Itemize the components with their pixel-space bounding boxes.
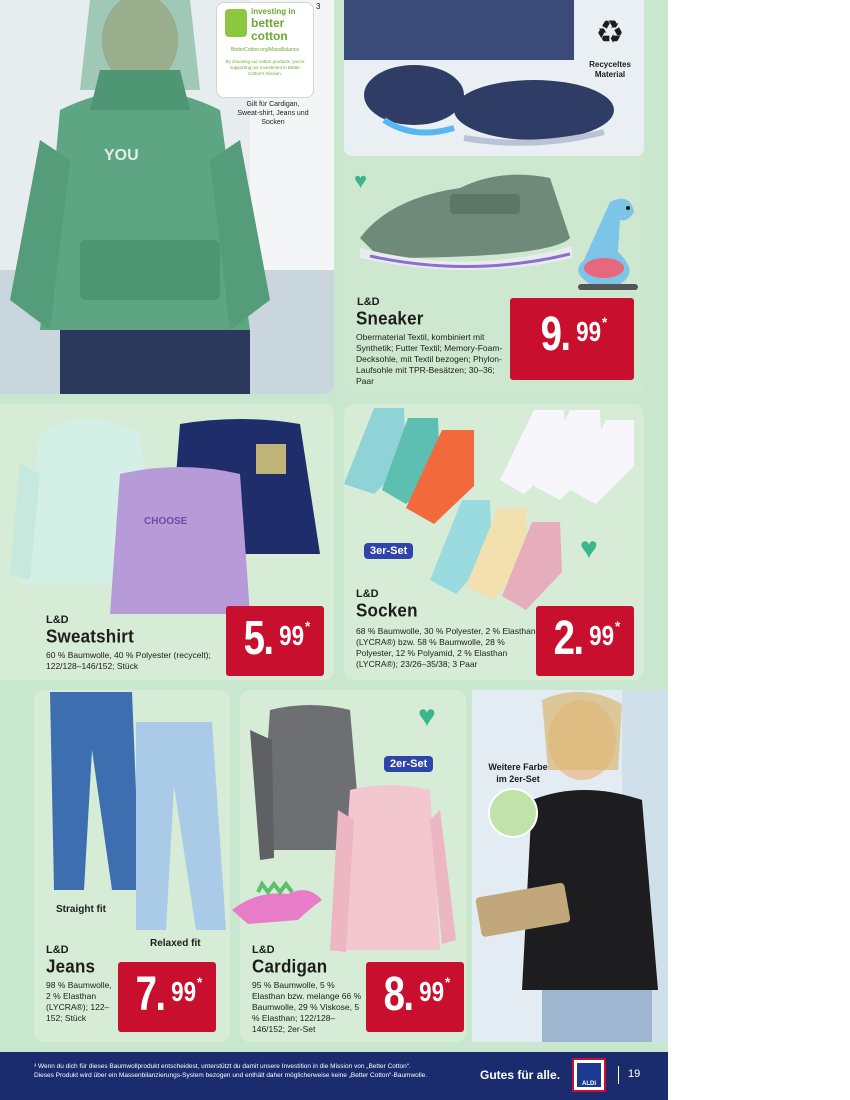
cardigan-price <box>366 962 464 1032</box>
jeans-price <box>118 962 216 1032</box>
jeans-relaxed-fit-label: Relaxed fit <box>150 938 201 949</box>
cardigan-name: Cardigan <box>252 956 328 977</box>
jeans-brand: L&D <box>46 944 69 956</box>
socks-set-badge: 3er-Set <box>364 543 413 559</box>
recycle-icon: ♻ <box>595 14 625 50</box>
footer-footnote-line2: Dieses Produkt wird über ein Massenbilanzierungs-System bezogen und enthält daher möglicherweise keine „Better Cotton“-Baumwolle. <box>34 1072 428 1079</box>
footer-separator <box>618 1066 619 1084</box>
jeans-price-euro: 7. <box>135 968 165 1021</box>
page-number: 19 <box>628 1068 641 1080</box>
heart-icon-socks: ♥ <box>580 532 598 565</box>
sneaker-price-cent: 99 <box>575 316 601 347</box>
sweatshirt-name: Sweatshirt <box>46 626 134 647</box>
sneaker-price-euro: 9. <box>540 308 570 361</box>
better-cotton-line3: cotton <box>251 29 288 43</box>
heart-icon-cardigan: ♥ <box>418 700 436 733</box>
cardigan-model-illustration <box>472 690 668 1042</box>
cardigan-brand: L&D <box>252 944 275 956</box>
jeans-straight-fit-label: Straight fit <box>56 904 106 915</box>
sweatshirt-price <box>226 606 324 676</box>
socks-price-cent: 99 <box>588 620 614 651</box>
other-color-swatch <box>488 788 538 838</box>
jeans-description: 98 % Baumwolle, 2 % Elasthan (LYCRA®); 122–152; Stück <box>46 980 112 1023</box>
cardigan-price-cent: 99 <box>418 976 444 1007</box>
socks-price-euro: 2. <box>553 612 583 665</box>
better-cotton-url: BetterCotton.org/MassBalance <box>230 47 300 53</box>
jeans-name: Jeans <box>46 956 96 977</box>
socks-price <box>536 606 634 676</box>
sweatshirt-product-image <box>10 404 326 624</box>
cardigan-set-badge: 2er-Set <box>384 756 433 772</box>
sneaker-brand: L&D <box>357 296 380 308</box>
better-cotton-line2: better <box>251 16 285 30</box>
socks-product-image <box>334 404 654 624</box>
cardigan-model-photo <box>472 690 668 1042</box>
sneaker-description: Obermaterial Textil, kombiniert mit Synthetik; Futter Textil; Memory-Foam-Decksohle, mit Textil bezogen; Phylon-Laufsohle mit TPR-Besätzen; 30–36; Paar <box>356 332 503 386</box>
sneaker-name: Sneaker <box>356 308 424 329</box>
recycle-label-line1: Recyceltes <box>589 60 631 69</box>
sneaker-price-star: * <box>601 314 608 330</box>
aldi-logo-text: ALDI <box>577 1063 601 1087</box>
cardigan-price-star: * <box>444 974 451 990</box>
better-cotton-badge <box>216 2 314 98</box>
footer-slogan: Gutes für alle. <box>480 1068 561 1082</box>
other-color-label-line1: Weitere Farbe <box>488 762 548 772</box>
footer-footnote <box>34 1062 464 1080</box>
socks-name: Socken <box>356 600 418 621</box>
svg-text:CHOOSE: CHOOSE <box>144 516 188 527</box>
sneaker-product-image <box>350 158 580 288</box>
dinosaur-pink-icon <box>228 880 328 930</box>
sweatshirt-brand: L&D <box>46 614 69 626</box>
socks-description: 68 % Baumwolle, 30 % Polyester, 2 % Elasthan (LYCRA®) bzw. 58 % Baumwolle, 28 % Polyester, 12 % Polyamid, 2 % Elasthan (LYCRA®); 23/26–35/38; 3 Paar <box>356 626 536 669</box>
sweatshirt-description: 60 % Baumwolle, 40 % Polyester (recycelt); 122/128–146/152; Stück <box>46 650 211 671</box>
footer-bar <box>0 1052 668 1100</box>
cardigan-price-euro: 8. <box>383 968 413 1021</box>
jeans-price-star: * <box>196 974 203 990</box>
better-cotton-line1: investing in <box>251 7 296 16</box>
sweatshirt-price-cent: 99 <box>278 620 304 651</box>
sweatshirt-price-euro: 5. <box>243 612 273 665</box>
aldi-logo-icon[interactable] <box>572 1058 606 1092</box>
socks-price-star: * <box>614 618 621 634</box>
better-cotton-small: By choosing our cotton products, you're supporting our investment in Better Cotton's mission. <box>225 59 305 76</box>
better-cotton-note: Gilt für Cardigan, Sweat-shirt, Jeans und Socken <box>237 101 309 126</box>
cardigan-description: 95 % Baumwolle, 5 % Elasthan bzw. melange 66 % Baumwolle, 29 % Viskose, 5 % Elasthan; 122/128–146/152; 2er-Set <box>252 980 362 1034</box>
jeans-price-cent: 99 <box>170 976 196 1007</box>
sneaker-price <box>510 298 634 380</box>
other-color-label-line2: im 2er-Set <box>496 774 540 784</box>
jeans-product-image <box>40 690 230 940</box>
footer-footnote-line1: ³ Wenn du dich für dieses Baumwollprodukt entscheidest, unterstützt du damit unsere Investition in die Mission von „Better Cotton“. <box>34 1063 411 1070</box>
dinosaur-sticker-icon <box>570 192 646 296</box>
svg-text:YOU: YOU <box>104 147 139 164</box>
better-cotton-logo-icon <box>225 9 247 37</box>
socks-brand: L&D <box>356 588 379 600</box>
recycle-label-line2: Material <box>594 70 626 79</box>
footnote-marker: 3 <box>316 2 321 11</box>
heart-icon: ♥ <box>354 168 368 193</box>
sweatshirt-price-star: * <box>304 618 311 634</box>
